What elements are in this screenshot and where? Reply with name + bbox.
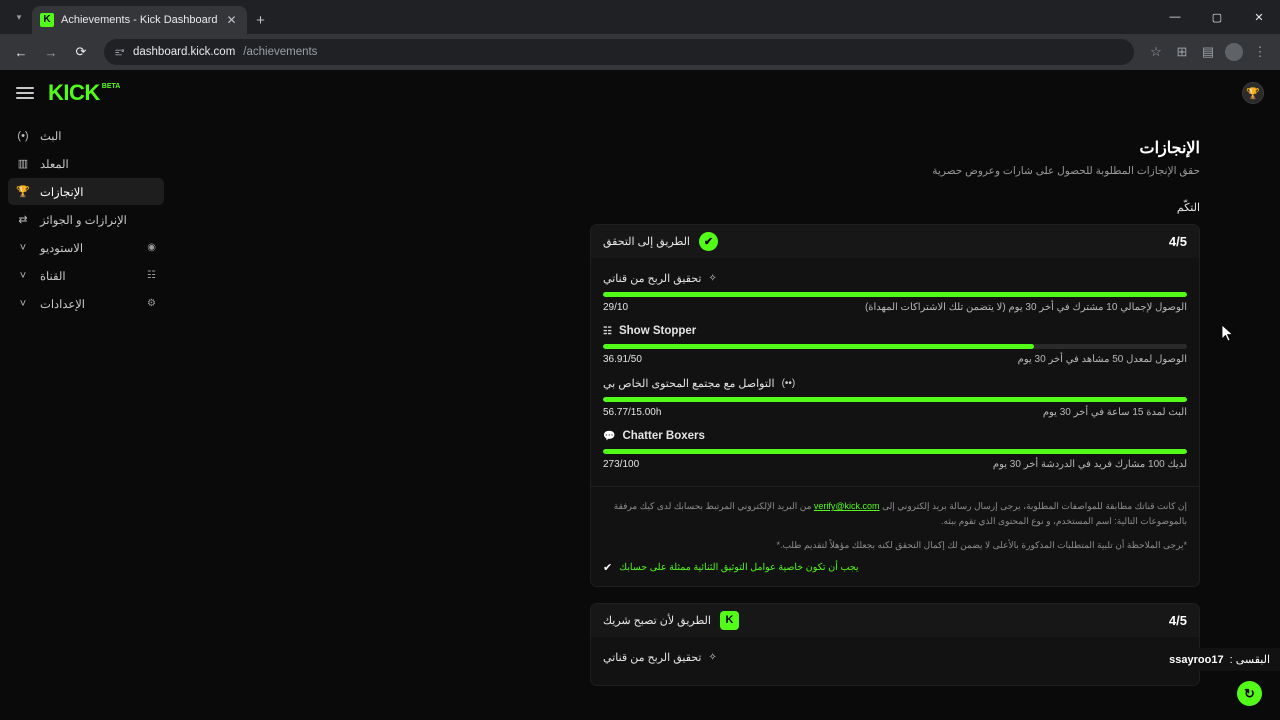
achievement-value: 56.77/15.00h	[603, 407, 662, 418]
card-header[interactable]	[591, 225, 1199, 258]
sidebar-item-channel[interactable]	[8, 262, 164, 289]
check-icon: ✔	[603, 561, 613, 574]
rewards-icon: ⇄	[18, 214, 28, 226]
tab-title: Achievements - Kick Dashboard	[61, 14, 218, 26]
main-content	[172, 116, 1280, 720]
bookmark-star-icon[interactable]: ☆	[1150, 44, 1162, 59]
sidebar-item-content[interactable]	[8, 150, 164, 177]
chat-notification-pill[interactable]	[1159, 648, 1280, 671]
omnibox-actions	[1144, 40, 1272, 64]
back-button[interactable]: ←	[14, 44, 28, 60]
kick-partner-icon: K	[720, 611, 739, 630]
trophy-icon: 🏆	[16, 186, 30, 198]
card-title: الطريق إلى التحقق	[603, 236, 690, 248]
kick-logo[interactable]	[48, 80, 120, 106]
card-note	[591, 486, 1199, 586]
chat-bubble-icon: 💬	[603, 430, 616, 442]
url-path: /achievements	[243, 46, 318, 58]
split-view-icon[interactable]: ▤	[1201, 44, 1215, 59]
grid-icon: ▥	[17, 158, 29, 170]
page-subtitle: حقق الإنجازات المطلوبة للحصول على شارات وعروض حصرية	[932, 165, 1200, 177]
omnibox-bar	[0, 34, 1280, 70]
chevron-down-icon: ˅	[19, 269, 27, 282]
page-title: الإنجازات	[1139, 140, 1200, 157]
achievement-name: Chatter Boxers	[622, 430, 705, 442]
card-progress-count: 4/5	[1168, 234, 1187, 249]
section-heading: التكّم	[1176, 202, 1200, 214]
sidebar-item-achievements[interactable]	[8, 178, 164, 205]
card-header[interactable]	[591, 604, 1199, 637]
achievement-row	[603, 645, 1187, 671]
achievement-description: البث لمدة 15 ساعة في أخر 30 يوم	[1042, 407, 1187, 418]
achievement-description: لديك 100 مشارك فريد في الدردشة أخر 30 يوم	[992, 459, 1187, 470]
kick-logo-text: KICK	[48, 80, 100, 105]
community-icon: (••)	[781, 378, 796, 389]
card-body	[591, 637, 1199, 685]
studio-icon: ◉	[147, 242, 156, 253]
achievement-name: التواصل مع مجتمع المحتوى الخاص بي	[603, 378, 775, 390]
card-body	[591, 258, 1199, 486]
note-paragraph-2: *يرجى الملاحظة أن تلبية المتطلبات المذكورة بالأعلى لا يضمن لك إكمال التحقق لكنه بجعلك مؤهلاً لتقديم طلب.*	[776, 539, 1187, 550]
header-actions	[1242, 82, 1264, 104]
achievement-name: تحقيق الربح من قناتي	[603, 651, 702, 664]
app-header	[0, 70, 1280, 116]
avatar[interactable]: 🏆	[1242, 82, 1264, 104]
verify-email-link[interactable]: verify@kick.com	[813, 501, 880, 511]
sidebar-item-label: الإعدادات	[40, 298, 85, 311]
achievement-row	[603, 371, 1187, 420]
achievement-description: الوصول لمعدل 50 مشاهد في أخر 30 يوم	[1017, 354, 1187, 365]
achievement-name: Show Stopper	[618, 325, 697, 337]
forward-button[interactable]: →	[44, 44, 58, 60]
sidebar-item-label: المعلد	[40, 158, 69, 171]
tab-strip	[0, 0, 1280, 34]
sidebar-item-stream[interactable]	[8, 122, 164, 149]
achievement-card	[590, 603, 1200, 686]
chat-username: ssayroo17	[1169, 653, 1224, 666]
browser-tab[interactable]	[32, 6, 247, 34]
body-row	[0, 116, 1280, 720]
sidebar-item-label: الإنجازات	[40, 186, 84, 199]
kick-logo-beta: BETA	[101, 83, 121, 90]
site-info-icon[interactable]	[114, 47, 125, 58]
achievement-title-row	[603, 319, 1187, 344]
menu-toggle-icon[interactable]	[16, 87, 34, 99]
sidebar-item-studio[interactable]	[8, 234, 164, 261]
sparkle-icon: ✧	[708, 273, 717, 284]
chat-label: البقسى :	[1229, 654, 1270, 666]
sidebar-item-label: القناة	[40, 270, 66, 283]
achievement-value: 273/100	[603, 459, 640, 470]
achievement-description: الوصول لإجمالي 10 مشترك في أخر 30 يوم (لا يتضمن تلك الاشتراكات المهداة)	[864, 302, 1187, 313]
achievement-row	[603, 266, 1187, 315]
sidebar-item-rewards[interactable]	[8, 206, 164, 233]
sidebar	[0, 116, 172, 720]
address-bar[interactable]	[104, 39, 1134, 65]
achievement-title-row	[603, 371, 1187, 397]
mouse-cursor	[1222, 325, 1234, 342]
achievement-title-row	[603, 424, 1187, 449]
two-factor-requirement	[603, 561, 1187, 574]
window-maximize-button[interactable]: ▢	[1211, 11, 1223, 24]
reload-button[interactable]: ⟳	[75, 44, 87, 59]
achievement-card	[590, 224, 1200, 587]
channel-icon: ☷	[147, 270, 156, 281]
achievement-title-row	[603, 645, 1187, 671]
achievement-name: تحقيق الربح من قناتي	[603, 273, 702, 285]
support-fab-button[interactable]: ↻	[1237, 681, 1262, 706]
sidebar-item-label: الاستوديو	[40, 242, 84, 255]
chevron-down-icon: ˅	[19, 297, 27, 310]
profile-avatar-icon[interactable]	[1222, 40, 1246, 64]
sidebar-item-settings[interactable]	[8, 290, 164, 317]
achievement-title-row	[603, 266, 1187, 292]
url-host: dashboard.kick.com	[133, 46, 236, 58]
browser-menu-icon[interactable]: ⋮	[1253, 44, 1267, 59]
sparkle-icon: ✧	[708, 651, 717, 663]
chevron-down-icon: ˅	[19, 241, 27, 254]
tab-close-icon[interactable]: ✕	[226, 13, 237, 27]
monitor-icon: ☷	[603, 325, 612, 337]
new-tab-button[interactable]: +	[256, 11, 265, 29]
verified-badge-icon: ✔	[699, 232, 718, 251]
achievement-row	[603, 319, 1187, 367]
extensions-icon[interactable]: ⊞	[1176, 44, 1188, 59]
two-factor-text: يجب أن تكون خاصية عوامل التوثيق الثنائية ممثلة على حسابك	[619, 561, 859, 573]
card-progress-count: 4/5	[1168, 612, 1187, 628]
window-minimize-button[interactable]: —	[1169, 11, 1181, 23]
gear-icon: ⚙	[147, 298, 156, 309]
page-content	[0, 70, 1280, 720]
card-title: الطريق لأن تصبح شريك	[603, 614, 711, 627]
note-suffix: من البريد الإلكتروني المرتبط بحسابك لدى كيك مرفقة بالموضوعات التالية: اسم المستخدم، و نوع المحتوى الذي تقوم ببثه.	[613, 501, 1187, 527]
sidebar-item-label: الإنرازات و الجوائز	[40, 214, 127, 227]
window-close-button[interactable]: ✕	[1254, 11, 1264, 24]
achievement-value: 36.91/50	[603, 354, 642, 365]
window-controls	[1154, 0, 1280, 34]
achievement-value: 29/10	[603, 302, 629, 313]
note-paragraph-1	[603, 499, 1187, 530]
tab-search-icon[interactable]: ▾	[16, 11, 22, 22]
broadcast-icon: (•)	[17, 129, 29, 142]
kick-favicon-icon: K	[40, 13, 54, 27]
achievement-row	[603, 424, 1187, 472]
note-prefix: إن كانت قناتك مطابقة للمواصفات المطلوبة، يرجى إرسال رسالة بريد إلكتروني إلى	[879, 501, 1187, 511]
sidebar-item-label: البث	[40, 130, 62, 143]
